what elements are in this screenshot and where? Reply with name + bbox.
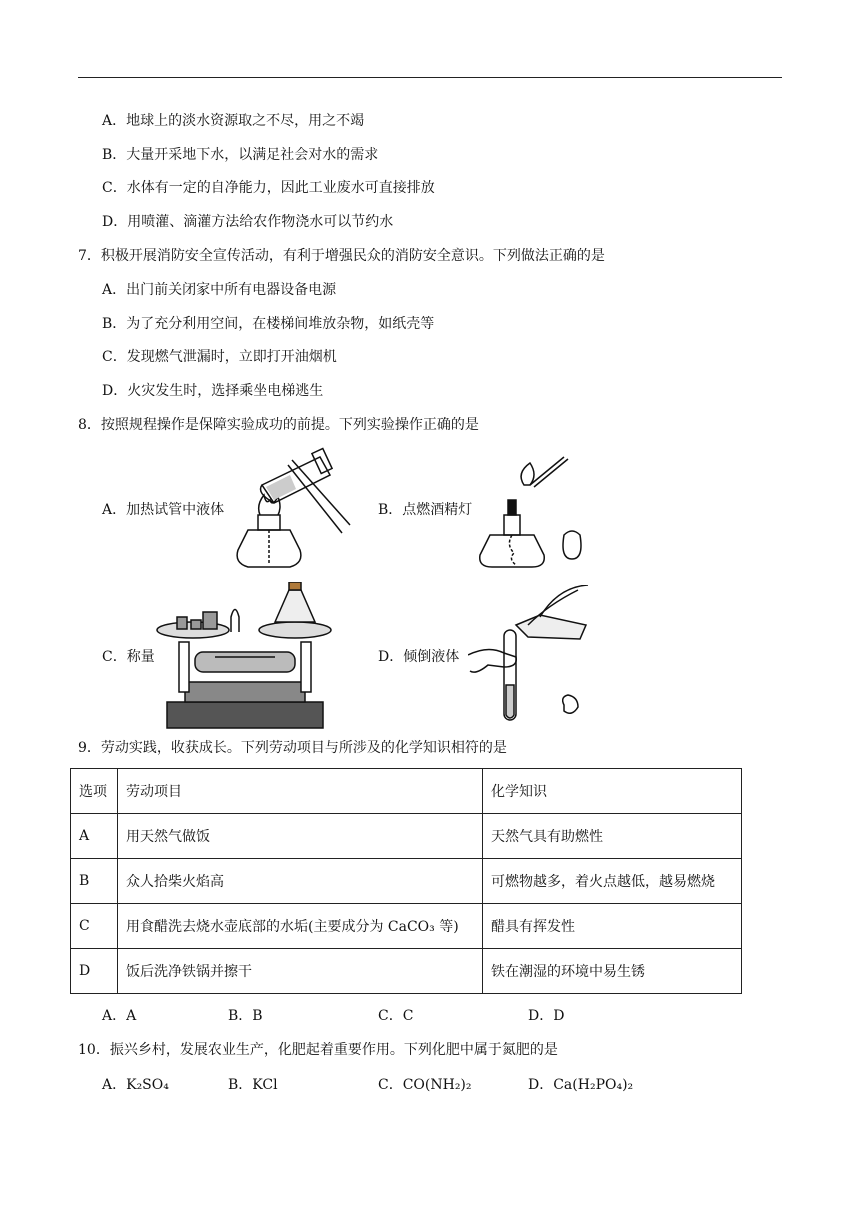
q10-option-b: B．KCl <box>228 1077 278 1093</box>
q7-option-b: B．为了充分利用空间，在楼梯间堆放杂物，如纸壳等 <box>102 316 435 332</box>
q8-stem: 8．按照规程操作是保障实验成功的前提。下列实验操作正确的是 <box>78 417 479 433</box>
table-header-cell: 选项 <box>71 769 118 814</box>
table-row <box>71 859 742 904</box>
q10-option-a: A．K₂SO₄ <box>102 1077 169 1093</box>
q9-table <box>70 768 742 994</box>
table-row <box>71 814 742 859</box>
q9-answer-a: A．A <box>102 1008 137 1024</box>
q8-option-d: D．倾倒液体 <box>378 649 460 665</box>
q9-answer-b: B．B <box>228 1008 263 1024</box>
table-cell: C <box>71 904 118 949</box>
q7-option-d: D．火灾发生时，选择乘坐电梯逃生 <box>102 383 324 399</box>
q9-answer-d: D．D <box>528 1008 565 1024</box>
table-cell: B <box>71 859 118 904</box>
alcohol-lamp-figure <box>472 455 592 575</box>
q10-option-d: D．Ca(H₂PO₄)₂ <box>528 1077 634 1093</box>
balance-figure <box>155 582 335 732</box>
table-cell: 醋具有挥发性 <box>483 904 742 949</box>
q8-option-a: A．加热试管中液体 <box>102 502 225 518</box>
q8-option-c: C．称量 <box>102 649 155 665</box>
q6-option-d: D．用喷灌、滴灌方法给农作物浇水可以节约水 <box>102 214 394 230</box>
q9-stem: 9．劳动实践，收获成长。下列劳动项目与所涉及的化学知识相符的是 <box>78 740 507 756</box>
table-cell: 天然气具有助燃性 <box>483 814 742 859</box>
q8-option-b: B．点燃酒精灯 <box>378 502 473 518</box>
table-header-row <box>71 769 742 814</box>
table-cell: 用食醋洗去烧水壶底部的水垢(主要成分为 CaCO₃ 等) <box>118 904 483 949</box>
heating-test-tube-figure <box>230 445 355 575</box>
q10-option-c: C．CO(NH₂)₂ <box>378 1077 472 1093</box>
table-header-cell: 劳动项目 <box>118 769 483 814</box>
table-cell: D <box>71 949 118 994</box>
q9-answer-c: C．C <box>378 1008 414 1024</box>
table-header-cell: 化学知识 <box>483 769 742 814</box>
q7-option-a: A．出门前关闭家中所有电器设备电源 <box>102 282 337 298</box>
q10-stem: 10．振兴乡村，发展农业生产，化肥起着重要作用。下列化肥中属于氮肥的是 <box>78 1042 558 1058</box>
q7-stem: 7．积极开展消防安全宣传活动，有利于增强民众的消防安全意识。下列做法正确的是 <box>78 248 605 264</box>
table-cell: A <box>71 814 118 859</box>
q6-option-b: B．大量开采地下水，以满足社会对水的需求 <box>102 147 379 163</box>
q7-option-c: C．发现燃气泄漏时，立即打开油烟机 <box>102 349 337 365</box>
table-row <box>71 904 742 949</box>
table-cell: 众人拾柴火焰高 <box>118 859 483 904</box>
q6-option-a: A．地球上的淡水资源取之不尽，用之不竭 <box>102 113 365 129</box>
table-cell: 可燃物越多，着火点越低，越易燃烧 <box>483 859 742 904</box>
table-cell: 铁在潮湿的环境中易生锈 <box>483 949 742 994</box>
table-cell: 饭后洗净铁锅并擦干 <box>118 949 483 994</box>
table-cell: 用天然气做饭 <box>118 814 483 859</box>
pouring-liquid-figure <box>468 585 598 730</box>
header-rule <box>78 77 782 78</box>
table-row <box>71 949 742 994</box>
q6-option-c: C．水体有一定的自净能力，因此工业废水可直接排放 <box>102 180 435 196</box>
